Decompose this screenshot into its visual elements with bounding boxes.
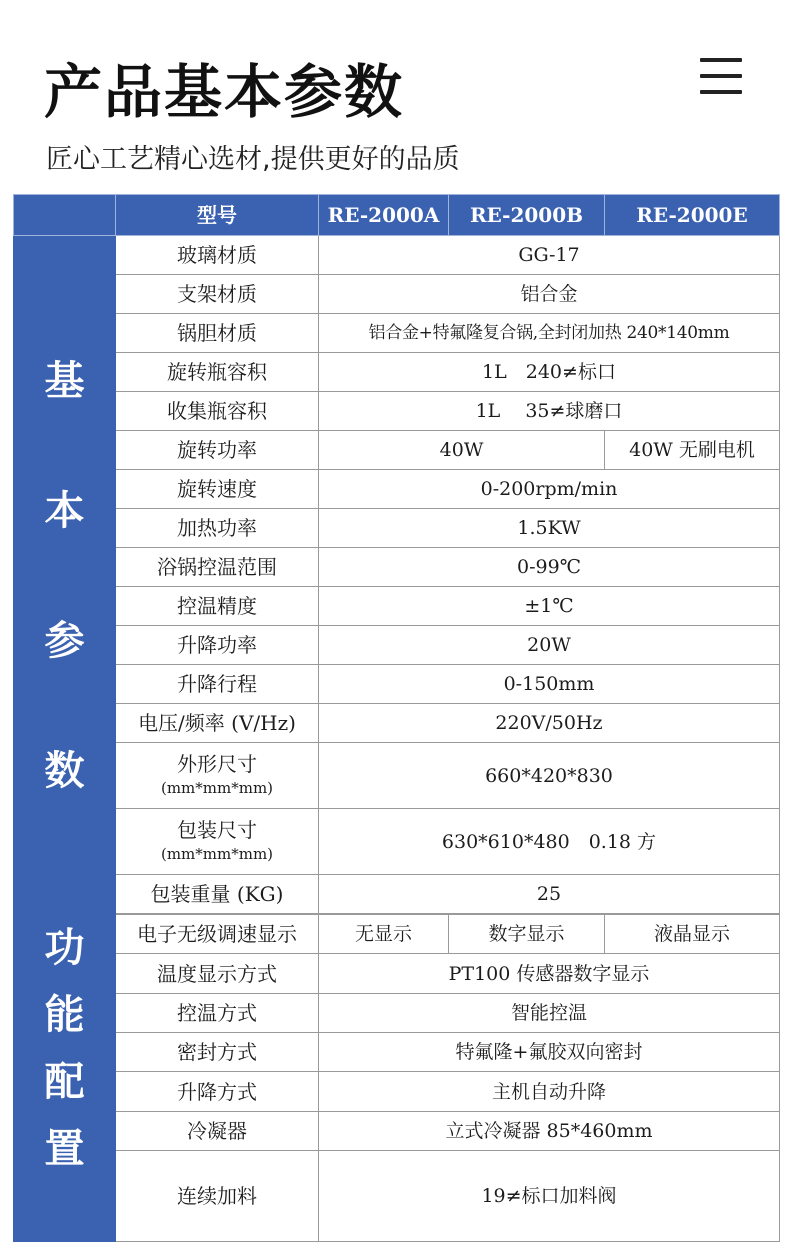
row-value: PT100 传感器数字显示 (319, 954, 780, 993)
table-row (14, 1072, 780, 1111)
section-features (14, 915, 116, 1242)
row-value: 660*420*830 (319, 743, 780, 809)
page-title: 产品基本参数 (44, 58, 405, 126)
section-char: 置 (44, 1125, 85, 1172)
table-header-row (14, 195, 780, 236)
row-value: 19≠标口加料阀 (319, 1151, 780, 1242)
header-corner (14, 195, 116, 236)
table-row (14, 431, 780, 470)
row-value: ±1℃ (319, 587, 780, 626)
row-label-text: 外形尺寸 (177, 751, 257, 776)
row-label: 包装重量 (KG) (116, 875, 319, 914)
table-row (14, 626, 780, 665)
section-char: 数 (44, 747, 85, 794)
model-a: RE-2000A (319, 195, 449, 236)
section-char: 功 (44, 924, 85, 971)
model-e: RE-2000E (605, 195, 780, 236)
model-b: RE-2000B (449, 195, 605, 236)
row-label: 温度显示方式 (116, 954, 319, 993)
section-char: 参 (44, 617, 85, 664)
row-label: 旋转瓶容积 (116, 353, 319, 392)
table-row (14, 509, 780, 548)
row-value: 立式冷凝器 85*460mm (319, 1111, 780, 1150)
row-value: 1L 35≠球磨口 (319, 392, 780, 431)
row-value: 1L 240≠标口 (319, 353, 780, 392)
table-row (14, 392, 780, 431)
row-label: 锅胆材质 (116, 314, 319, 353)
row-label: 冷凝器 (116, 1111, 319, 1150)
table-row (14, 743, 780, 809)
row-value: 40W (319, 431, 605, 470)
table-row (14, 954, 780, 993)
row-value: 铝合金+特氟隆复合锅,全封闭加热 240*140mm (319, 314, 780, 353)
table-row (14, 665, 780, 704)
row-label: 控温方式 (116, 993, 319, 1032)
row-label (116, 743, 319, 809)
row-label: 浴锅控温范围 (116, 548, 319, 587)
row-label: 加热功率 (116, 509, 319, 548)
row-label: 旋转速度 (116, 470, 319, 509)
table-row (14, 809, 780, 875)
section-char: 配 (44, 1058, 85, 1105)
table-row (14, 470, 780, 509)
row-value: 智能控温 (319, 993, 780, 1032)
table-row (14, 236, 780, 275)
table-row (14, 314, 780, 353)
row-value: 铝合金 (319, 275, 780, 314)
row-label: 收集瓶容积 (116, 392, 319, 431)
row-value: 1.5KW (319, 509, 780, 548)
row-value: 特氟隆+氟胶双向密封 (319, 1033, 780, 1072)
menu-icon[interactable] (700, 58, 742, 94)
row-label: 电压/频率 (V/Hz) (116, 704, 319, 743)
row-value-e: 液晶显示 (605, 915, 780, 954)
row-label: 控温精度 (116, 587, 319, 626)
row-label: 升降行程 (116, 665, 319, 704)
spec-table (13, 194, 779, 1240)
table-row (14, 353, 780, 392)
table-row (14, 1111, 780, 1150)
row-value: 0-150mm (319, 665, 780, 704)
row-value: 0-99℃ (319, 548, 780, 587)
row-label: 旋转功率 (116, 431, 319, 470)
row-value-a: 无显示 (319, 915, 449, 954)
table-row (14, 704, 780, 743)
row-value-b: 数字显示 (449, 915, 605, 954)
section-char: 基 (44, 357, 85, 404)
row-label: 连续加料 (116, 1151, 319, 1242)
table-row (14, 548, 780, 587)
row-value: 主机自动升降 (319, 1072, 780, 1111)
row-value: 220V/50Hz (319, 704, 780, 743)
table-row (14, 993, 780, 1032)
table-row (14, 275, 780, 314)
table-row (14, 1151, 780, 1242)
section-basic-params (14, 236, 116, 915)
row-label (116, 809, 319, 875)
row-value: GG-17 (319, 236, 780, 275)
row-label: 升降功率 (116, 626, 319, 665)
table-row (14, 875, 780, 914)
model-header-label: 型号 (116, 195, 319, 236)
row-label: 支架材质 (116, 275, 319, 314)
row-label: 玻璃材质 (116, 236, 319, 275)
row-label: 密封方式 (116, 1033, 319, 1072)
page-subtitle: 匠心工艺精心选材,提供更好的品质 (46, 144, 460, 175)
row-label-text: 包装尺寸 (177, 817, 257, 842)
table-row (14, 587, 780, 626)
row-label-unit: (mm*mm*mm) (160, 844, 274, 863)
table-row (14, 1033, 780, 1072)
row-label: 电子无级调速显示 (116, 915, 319, 954)
row-value-e: 40W 无刷电机 (605, 431, 780, 470)
row-label: 升降方式 (116, 1072, 319, 1111)
section-char: 能 (44, 991, 85, 1038)
row-label-unit: (mm*mm*mm) (160, 778, 274, 797)
row-value: 0-200rpm/min (319, 470, 780, 509)
table-row (14, 915, 780, 954)
row-value: 20W (319, 626, 780, 665)
section-char: 本 (44, 487, 85, 534)
row-value: 25 (319, 875, 780, 914)
row-value: 630*610*480 0.18 方 (319, 809, 780, 875)
